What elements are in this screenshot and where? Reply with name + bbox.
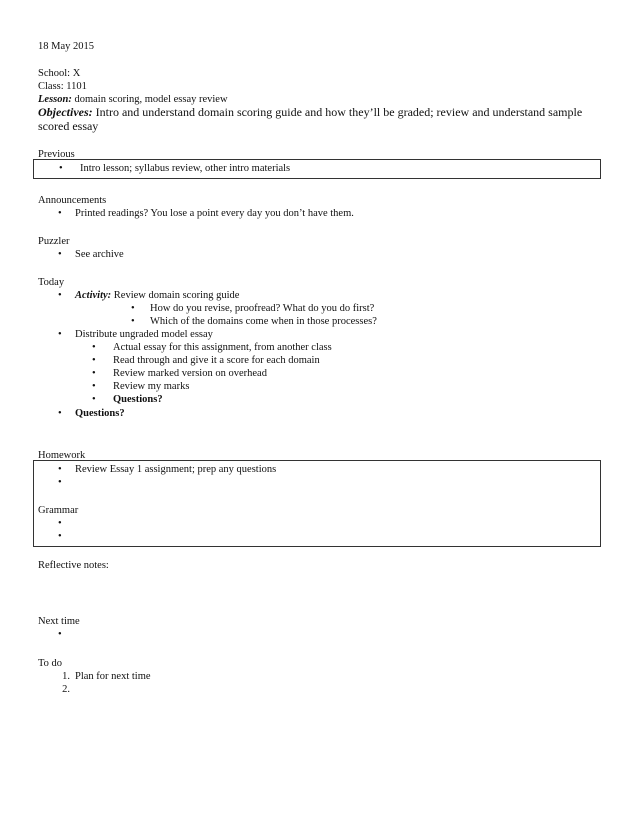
todo-heading: To do (38, 658, 63, 669)
activity-label: Activity: (75, 290, 112, 301)
date: 18 May 2015 (38, 41, 94, 52)
bullet: • (58, 290, 62, 301)
bullet: • (58, 629, 62, 640)
class: Class: 1101 (38, 81, 87, 92)
lesson-plan-page: 18 May 2015 School: X Class: 1101 Lesson: domain scoring, model essay review Objectives: Intro and understand domain scoring guide and how they’ll be graded; review and understand sample scored essay Previous • Intro lesson; syllabus review, other intro materials Announcements • Printed readings? You lose a point every day you don’t have them. Puzzler • See archive Today • Activity: Review domain scoring guide • How do you revise, proofread? What do you do first? • Which of the domains come when in those processes? • Distribute ungraded model essay • Actual essay for this assignment, from another class • Read through and give it a score for each domain • Review marked version on overhead • Review my marks • Questions? • Questions? Homework • Review Essay 1 assignment; prep any questions • Grammar • • Reflective notes: Next time • To do 1. Plan for next time 2. (0, 0, 638, 826)
announcements-heading: Announcements (38, 195, 107, 206)
bullet: • (58, 408, 62, 419)
reflective-heading: Reflective notes: (38, 560, 109, 571)
homework-heading: Homework (38, 450, 86, 461)
activity-text: Review domain scoring guide (113, 290, 240, 301)
bullet: • (58, 208, 62, 219)
puzzler-heading: Puzzler (38, 236, 70, 247)
homework-grammar-box: • Review Essay 1 assignment; prep any questions • Grammar • • (33, 460, 601, 547)
next-time-heading: Next time (38, 616, 80, 627)
grammar-heading: Grammar (38, 505, 79, 516)
objectives-label: Objectives: (38, 105, 93, 119)
objectives-text: Intro and understand domain scoring guide and how they’ll be graded; review and understand sample scored essay (38, 105, 583, 133)
bullet: • (59, 163, 63, 174)
school: School: X (38, 68, 81, 79)
objectives (38, 105, 598, 133)
previous-box (33, 159, 601, 179)
previous-item: Intro lesson; syllabus review, other intro materials (80, 163, 291, 174)
previous-heading: Previous (38, 149, 75, 160)
lesson-label: Lesson: (38, 94, 72, 105)
bullet: • (58, 329, 62, 340)
lesson-text: domain scoring, model essay review (74, 94, 228, 105)
bullet: • (58, 249, 62, 260)
today-heading: Today (38, 277, 65, 288)
